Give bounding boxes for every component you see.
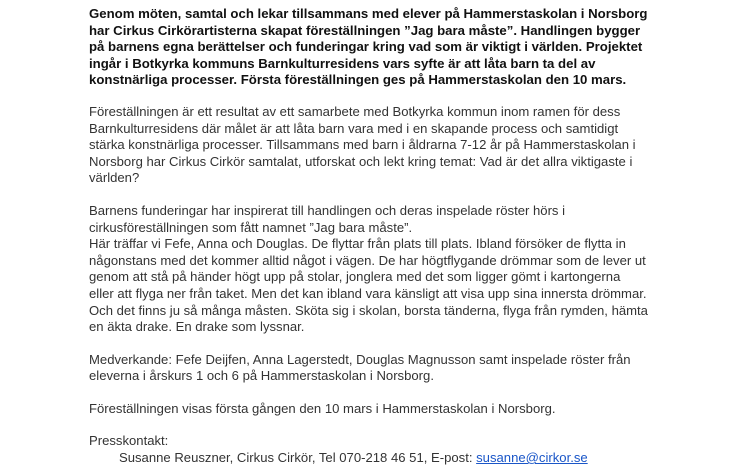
body-line: Norsborg har Cirkus Cirkör samtalat, utforskat och lekt kring temat: Vad är det allra viktigaste i xyxy=(89,153,633,169)
body-line: eleverna i årskurs 1 och 6 på Hammerstaskolan i Norsborg. xyxy=(89,368,434,384)
body-line: genom att stå på händer högt upp på stolar, jonglera med det som ligger gömt i kartongerna xyxy=(89,269,621,285)
press-contact-details: Susanne Reuszner, Cirkus Cirkör, Tel 070-218 46 51, E-post: xyxy=(119,450,477,466)
press-contact xyxy=(89,433,649,466)
body-paragraph-cast xyxy=(89,352,649,385)
press-release-document xyxy=(89,6,649,467)
press-contact-line xyxy=(89,450,649,467)
press-contact-heading: Presskontakt: xyxy=(89,433,169,449)
lead-line: ingår i Botkyrka kommuns Barnkulturresidens vars syfte är att låta barn ta del av xyxy=(89,55,596,71)
lead-line: har Cirkus Cirkörartisterna skapat föreställningen ”Jag bara måste”. Handlingen bygger xyxy=(89,22,641,38)
body-line: eller att flyga ner från taket. Men det kan ibland vara känsligt att visa upp sina innersta drömmar. xyxy=(89,285,647,301)
body-line: en äkta drake. En drake som lyssnar. xyxy=(89,319,305,335)
body-paragraph-story xyxy=(89,203,649,336)
body-paragraph-premiere xyxy=(89,401,649,418)
body-line: Medverkande: Fefe Deijfen, Anna Lagerstedt, Douglas Magnusson samt inspelade röster från xyxy=(89,351,631,367)
press-contact-email-link[interactable]: susanne@cirkor.se xyxy=(476,450,588,466)
body-paragraph-collaboration xyxy=(89,104,649,187)
body-line: Barnens funderingar har inspirerat till handlingen och deras inspelade röster hörs i xyxy=(89,202,566,218)
body-line: stärka konstnärliga processer. Tillsammans med barn i åldrarna 7-12 år på Hammerstaskolan i xyxy=(89,137,636,153)
body-line: Här träffar vi Fefe, Anna och Douglas. De flyttar från plats till plats. Ibland försöker de flytta in xyxy=(89,236,626,252)
body-line: någonstans med det kommer alltid något i vägen. De har högtflygande drömmar som de lever ut xyxy=(89,252,646,268)
lead-paragraph xyxy=(89,6,649,89)
body-line: Föreställningen visas första gången den 10 mars i Hammerstaskolan i Norsborg. xyxy=(89,400,556,416)
lead-line: Genom möten, samtal och lekar tillsammans med elever på Hammerstaskolan i Norsborg xyxy=(89,6,648,21)
lead-line: konstnärliga processer. Första föreställningen ges på Hammerstaskolan den 10 mars. xyxy=(89,72,627,88)
body-line: Barnkulturresidens där målet är att låta barn vara med i en skapande process och samtidigt xyxy=(89,120,619,136)
body-line: världen? xyxy=(89,170,140,186)
body-line: Föreställningen är ett resultat av ett samarbete med Botkyrka kommun inom ramen för dess xyxy=(89,103,621,119)
lead-line: på barnens egna berättelser och funderingar kring vad som är viktigt i världen. Projektet xyxy=(89,39,643,55)
body-line: cirkusföreställningen som fått namnet ”Jag bara måste”. xyxy=(89,219,413,235)
body-line: Och det finns ju så många måsten. Sköta sig i skolan, borsta tänderna, flyga från rymden, hämta xyxy=(89,302,648,318)
